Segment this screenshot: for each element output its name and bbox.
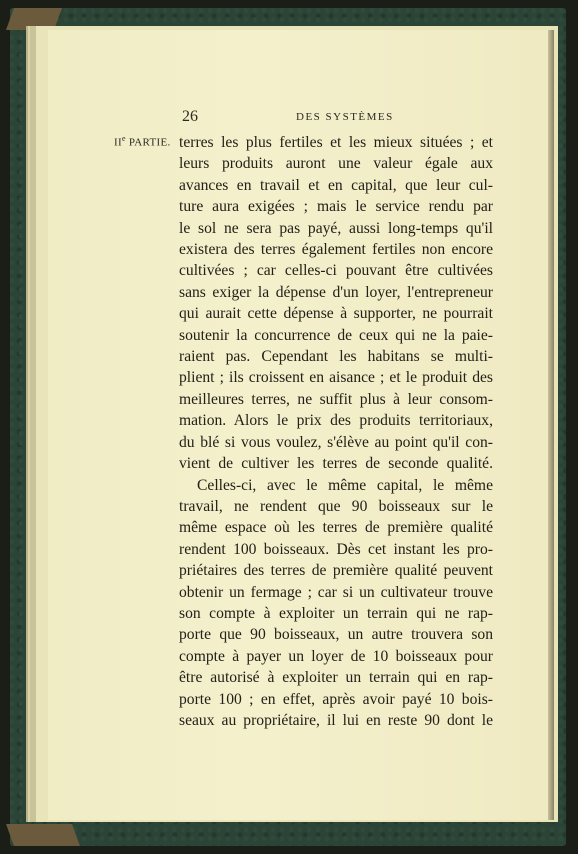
text-line: plient ; ils croissent en aisance ; et le produit des — [179, 369, 493, 387]
text-line: sans exiger la dépense d'un loyer, l'entrepreneur — [179, 283, 493, 301]
text-line: même espace où les terres de première qualité — [179, 519, 493, 537]
margin-note-numeral: II — [114, 136, 122, 149]
margin-note-word: PARTIE. — [128, 136, 171, 149]
text-line: être autorisé à exploiter un terrain qui en rap- — [179, 669, 493, 687]
text-line: mation. Alors le prix des produits territoriaux, — [179, 412, 493, 430]
text-line: porte que 90 boisseaux, un autre trouvera son — [179, 626, 493, 644]
text-line: avances en travail et en capital, que leur cul- — [179, 176, 493, 194]
text-line: son compte à exploiter un terrain qui ne rap- — [179, 604, 493, 622]
text-line: raient pas. Cependant les habitans se multi- — [179, 348, 493, 366]
text-line: du blé si vous voulez, s'élève au point qu'il con- — [179, 433, 493, 451]
text-line: travail, ne rendent que 90 boisseaux sur le — [179, 497, 493, 515]
text-line: existera des terres également fertiles non encore — [179, 241, 493, 259]
text-line: vient de cultiver les terres de seconde qualité. — [179, 455, 493, 473]
running-head-title: DES SYSTÈMES — [296, 111, 394, 123]
page-gutter-edge — [548, 30, 554, 820]
text-line: rendent 100 boisseaux. Dès cet instant les pro- — [179, 540, 493, 558]
page-number: 26 — [182, 108, 198, 125]
text-line: compte à payer un loyer de 10 boisseaux pour — [179, 647, 493, 665]
margin-note — [114, 134, 171, 149]
text-line: ture aura exigées ; mais le service rendu par — [179, 198, 493, 216]
running-head — [182, 108, 482, 128]
text-line: terres les plus fertiles et les mieux situées ; et — [179, 134, 493, 151]
text-line: seaux au propriétaire, il lui en reste 90 dont le — [179, 711, 493, 729]
text-line: le sol ne sera pas payé, aussi long-temps qu'il — [179, 219, 493, 237]
cover-corner-bottom — [6, 824, 80, 846]
text-line: Celles-ci, avec le même capital, le même — [197, 476, 493, 494]
text-line: meilleures terres, ne suffit plus à leur consom- — [179, 390, 493, 408]
text-line: cultivées ; car celles-ci pouvant être cultivées — [179, 262, 493, 280]
text-line: soutenir la concurrence de ceux qui ne la paie- — [179, 326, 493, 344]
body-text — [179, 132, 493, 731]
text-line: obtenir un fermage ; car si un cultivateur trouve — [179, 583, 493, 601]
text-line: qui aurait cette dépense à supporter, ne pourrait — [179, 305, 493, 323]
text-line: leurs produits auront une valeur égale aux — [179, 155, 493, 173]
text-line: priétaires des terres de première qualité peuvent — [179, 562, 493, 580]
text-line: porte 100 ; en effet, après avoir payé 10 bois- — [179, 690, 493, 708]
margin-note-sup: e — [121, 134, 126, 143]
